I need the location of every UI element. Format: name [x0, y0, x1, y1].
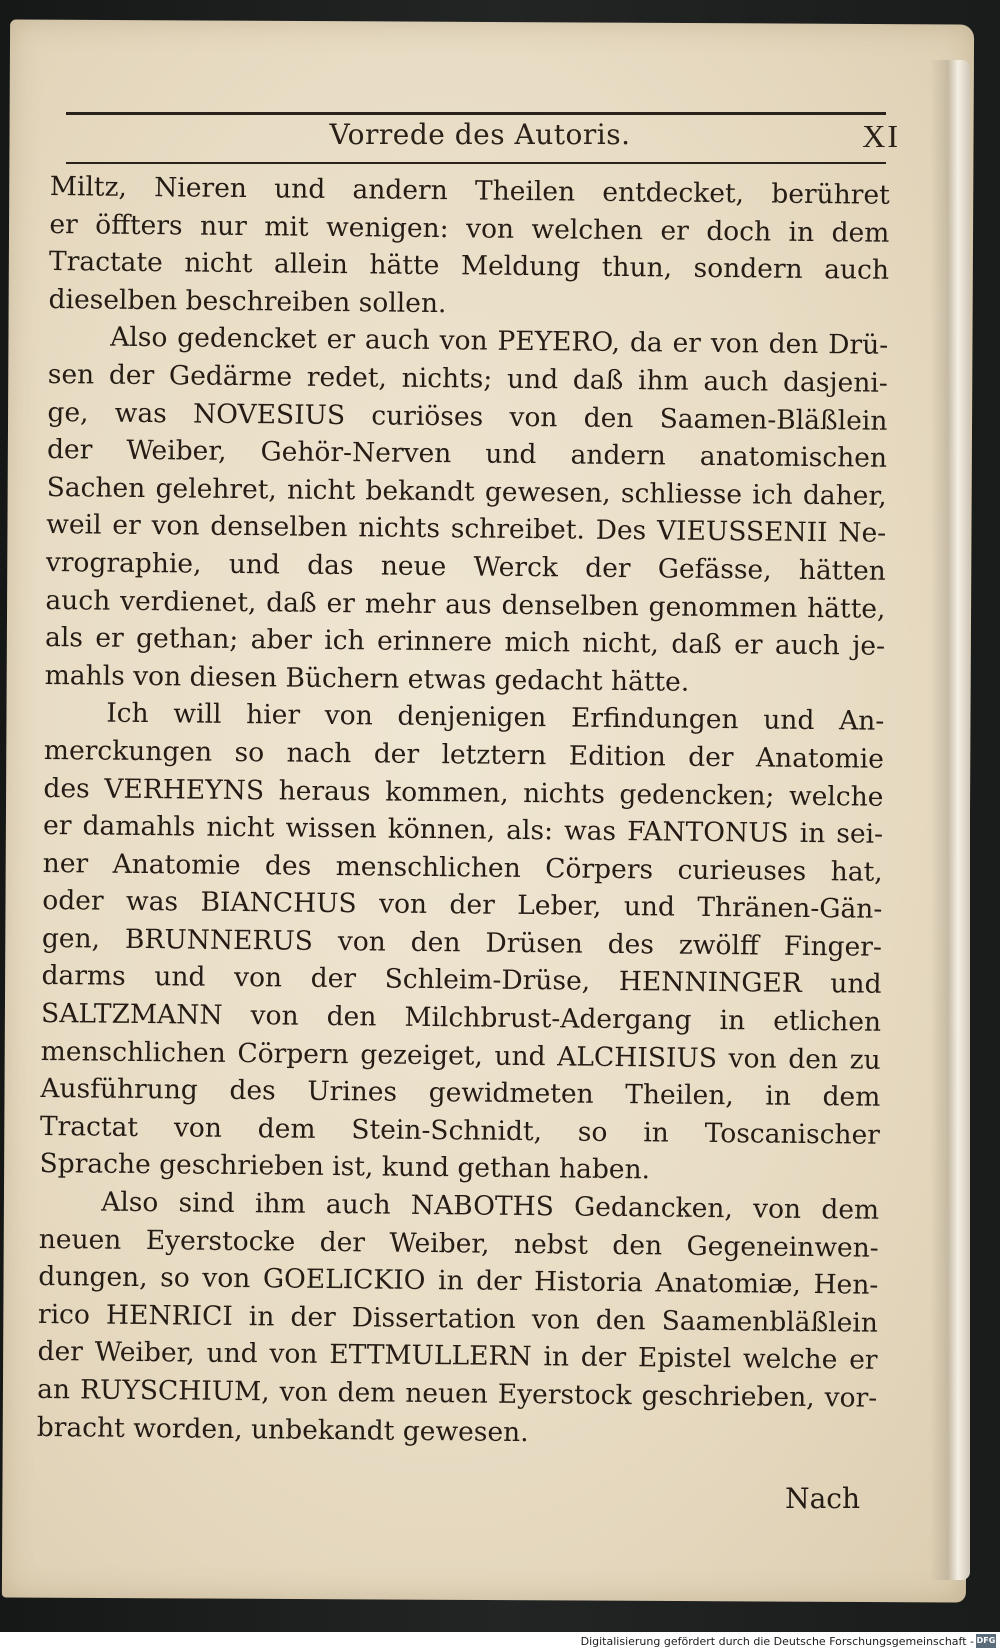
text-line: an RUYSCHIUM, von dem neuen Eyerstock geschrieben, vor-: [37, 1373, 878, 1414]
text-line: Sprache geschrieben ist, kund gethan haben.: [39, 1148, 651, 1186]
text-line: bracht worden, unbekandt gewesen.: [36, 1411, 529, 1448]
text-line: Sachen gelehret, nicht bekandt gewesen, schliesse ich daher,: [46, 471, 887, 512]
text-line: Also sind ihm auch NABOTHS Gedancken, von dem: [101, 1186, 880, 1226]
text-line: ner Anatomie des menschlichen Cörpers curieuses hat,: [42, 847, 883, 888]
text-line: weil er von denselben nichts schreibet. Des VIEUSSENII Ne-: [46, 509, 887, 550]
text-line: er damahls nicht wissen können, als: was FANTONUS in sei-: [42, 810, 884, 850]
body-text: [37, 168, 890, 1455]
text-line: Ich will hier von denjenigen Erfindungen und An-: [106, 697, 885, 738]
text-line: dungen, so von GOELICKIO in der Historia Anatomiæ, Hen-: [38, 1261, 879, 1301]
text-line: vrographie, und das neue Werck der Gefässe, hätten: [45, 546, 886, 587]
text-line: neuen Eyerstocke der Weiber, nebst den Gegeneinwen-: [38, 1223, 879, 1264]
text-line: merckungen so nach der letztern Edition der Anatomie: [43, 734, 885, 775]
text-line: darms und von der Schleim-Drüse, HENNINGER und: [41, 960, 882, 1001]
text-line: des VERHEYNS heraus kommen, nichts gedencken; welche: [43, 772, 884, 813]
text-line: als er gethan; aber ich erinnere mich nicht, daß er auch je-: [44, 622, 886, 662]
text-line: er öffters nur mit wenigen: von welchen er doch in dem: [49, 208, 890, 249]
text-line: der Weiber, Gehör-Nerven und andern anatomischen: [46, 434, 888, 474]
catchword: Nach: [785, 1482, 860, 1515]
text-line: Miltz, Nieren und andern Theilen entdecket, berühret: [49, 170, 890, 211]
dfg-logo-icon: DFG: [976, 1634, 996, 1648]
page-number: XI: [862, 118, 900, 154]
text-line: auch verdienet, daß er mehr aus denselben genommen hätte,: [45, 584, 886, 625]
text-line: mahls von diesen Büchern etwas gedacht hätte.: [44, 659, 690, 698]
text-line: ge, was NOVESIUS curiöses von den Saamen-Bläßlein: [47, 396, 888, 437]
text-line: oder was BIANCHUS von der Leber, und Thränen-Gän-: [42, 885, 883, 926]
running-title: Vorrede des Autoris.: [329, 118, 631, 151]
text-line: Tractat von dem Stein-Schnidt, so in Toscanischer: [39, 1110, 881, 1151]
text-line: Also gedencket er auch von PEYERO, da er von den Drü-: [110, 322, 889, 362]
text-line: rico HENRICI in der Dissertation von den Saamenbläßlein: [37, 1298, 879, 1339]
funding-credit: Digitalisierung gefördert durch die Deutsche Forschungsgemeinschaft -: [580, 1635, 974, 1648]
text-line: SALTZMANN von den Milchbrust-Adergang in etlichen: [40, 998, 882, 1038]
text-line: Ausführung des Urines gewidmeten Theilen, in dem: [40, 1073, 881, 1113]
page-edge-stack: [930, 60, 970, 1580]
text-line: gen, BRUNNERUS von den Drüsen des zwölff Finger-: [41, 922, 883, 963]
running-head-rule-top: [66, 112, 886, 115]
text-line: dieselben beschreiben sollen.: [48, 283, 447, 319]
text-line: sen der Gedärme redet, nichts; und daß ihm auch dasjeni-: [47, 358, 888, 399]
text-line: der Weiber, und von ETTMULLERN in der Epistel welche er: [37, 1336, 878, 1377]
text-line: menschlichen Cörpern gezeiget, und ALCHISIUS von den zu: [40, 1035, 881, 1076]
running-head-rule-bottom: [66, 162, 886, 164]
text-line: Tractate nicht allein hätte Meldung thun, sondern auch: [48, 246, 890, 286]
